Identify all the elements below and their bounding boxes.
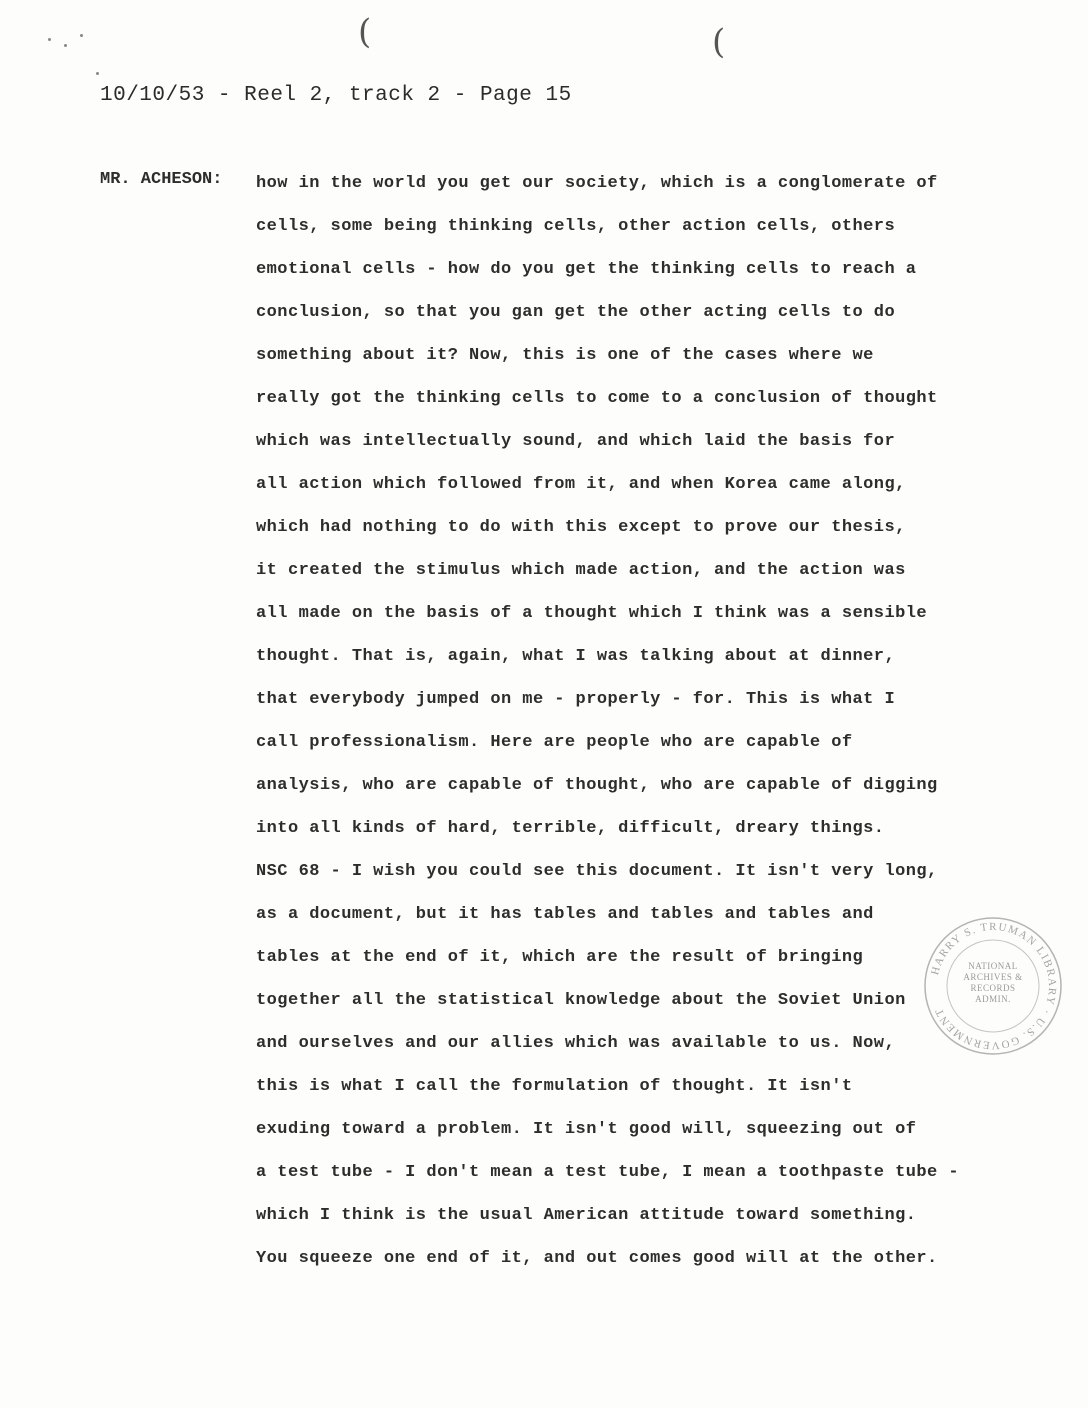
transcript-line: a test tube - I don't mean a test tube, I mean a toothpaste tube -: [256, 1163, 960, 1182]
transcript-line: this is what I call the formulation of thought. It isn't: [256, 1077, 853, 1096]
transcript-line: You squeeze one end of it, and out comes good will at the other.: [256, 1249, 938, 1268]
stamp-inner-line: ARCHIVES &: [963, 972, 1023, 982]
transcript-line: into all kinds of hard, terrible, difficult, dreary things.: [256, 819, 885, 838]
transcript-line: conclusion, so that you gan get the other acting cells to do: [256, 303, 896, 322]
transcript-line: all action which followed from it, and when Korea came along,: [256, 475, 906, 494]
transcript-line: exuding toward a problem. It isn't good will, squeezing out of: [256, 1120, 917, 1139]
transcript-line: thought. That is, again, what I was talking about at dinner,: [256, 647, 896, 666]
transcript-line: all made on the basis of a thought which I think was a sensible: [256, 604, 928, 623]
transcript-line: tables at the end of it, which are the result of bringing: [256, 948, 864, 967]
transcript-line: and ourselves and our allies which was available to us. Now,: [256, 1034, 896, 1053]
transcript-line: something about it? Now, this is one of the cases where we: [256, 346, 874, 365]
transcript-line: it created the stimulus which made action, and the action was: [256, 561, 906, 580]
stamp-inner-line: RECORDS: [970, 983, 1016, 993]
punch-mark-right: (: [712, 22, 726, 62]
stamp-ring-text: HARRY S. TRUMAN LIBRARY · U.S. GOVERNMENT: [929, 920, 1059, 1052]
transcript-line: really got the thinking cells to come to a conclusion of thought: [256, 389, 938, 408]
speaker-label: MR. ACHESON:: [100, 170, 223, 189]
paper-speck: [64, 44, 67, 47]
transcript-body: [256, 170, 976, 1288]
transcript-line: how in the world you get our society, which is a conglomerate of: [256, 174, 938, 193]
archive-stamp: [922, 915, 1064, 1057]
paper-speck: [80, 34, 83, 37]
stamp-inner-text: [922, 961, 1064, 1005]
page-header: 10/10/53 - Reel 2, track 2 - Page 15: [100, 84, 572, 107]
stamp-inner-line: NATIONAL: [968, 961, 1018, 971]
transcript-line: together all the statistical knowledge about the Soviet Union: [256, 991, 906, 1010]
transcript-line: which I think is the usual American attitude toward something.: [256, 1206, 917, 1225]
paper-speck: [48, 38, 51, 41]
transcript-line: NSC 68 - I wish you could see this document. It isn't very long,: [256, 862, 938, 881]
transcript-line: call professionalism. Here are people who are capable of: [256, 733, 853, 752]
paper-speck: [96, 72, 99, 75]
transcript-line: which was intellectually sound, and which laid the basis for: [256, 432, 896, 451]
transcript-line: cells, some being thinking cells, other action cells, others: [256, 217, 896, 236]
stamp-inner-line: ADMIN.: [975, 994, 1011, 1004]
transcript-line: which had nothing to do with this except to prove our thesis,: [256, 518, 906, 537]
transcript-line: analysis, who are capable of thought, who are capable of digging: [256, 776, 938, 795]
punch-mark-left: (: [358, 12, 372, 52]
transcript-line: emotional cells - how do you get the thinking cells to reach a: [256, 260, 917, 279]
transcript-line: that everybody jumped on me - properly - for. This is what I: [256, 690, 896, 709]
transcript-line: as a document, but it has tables and tables and tables and: [256, 905, 874, 924]
